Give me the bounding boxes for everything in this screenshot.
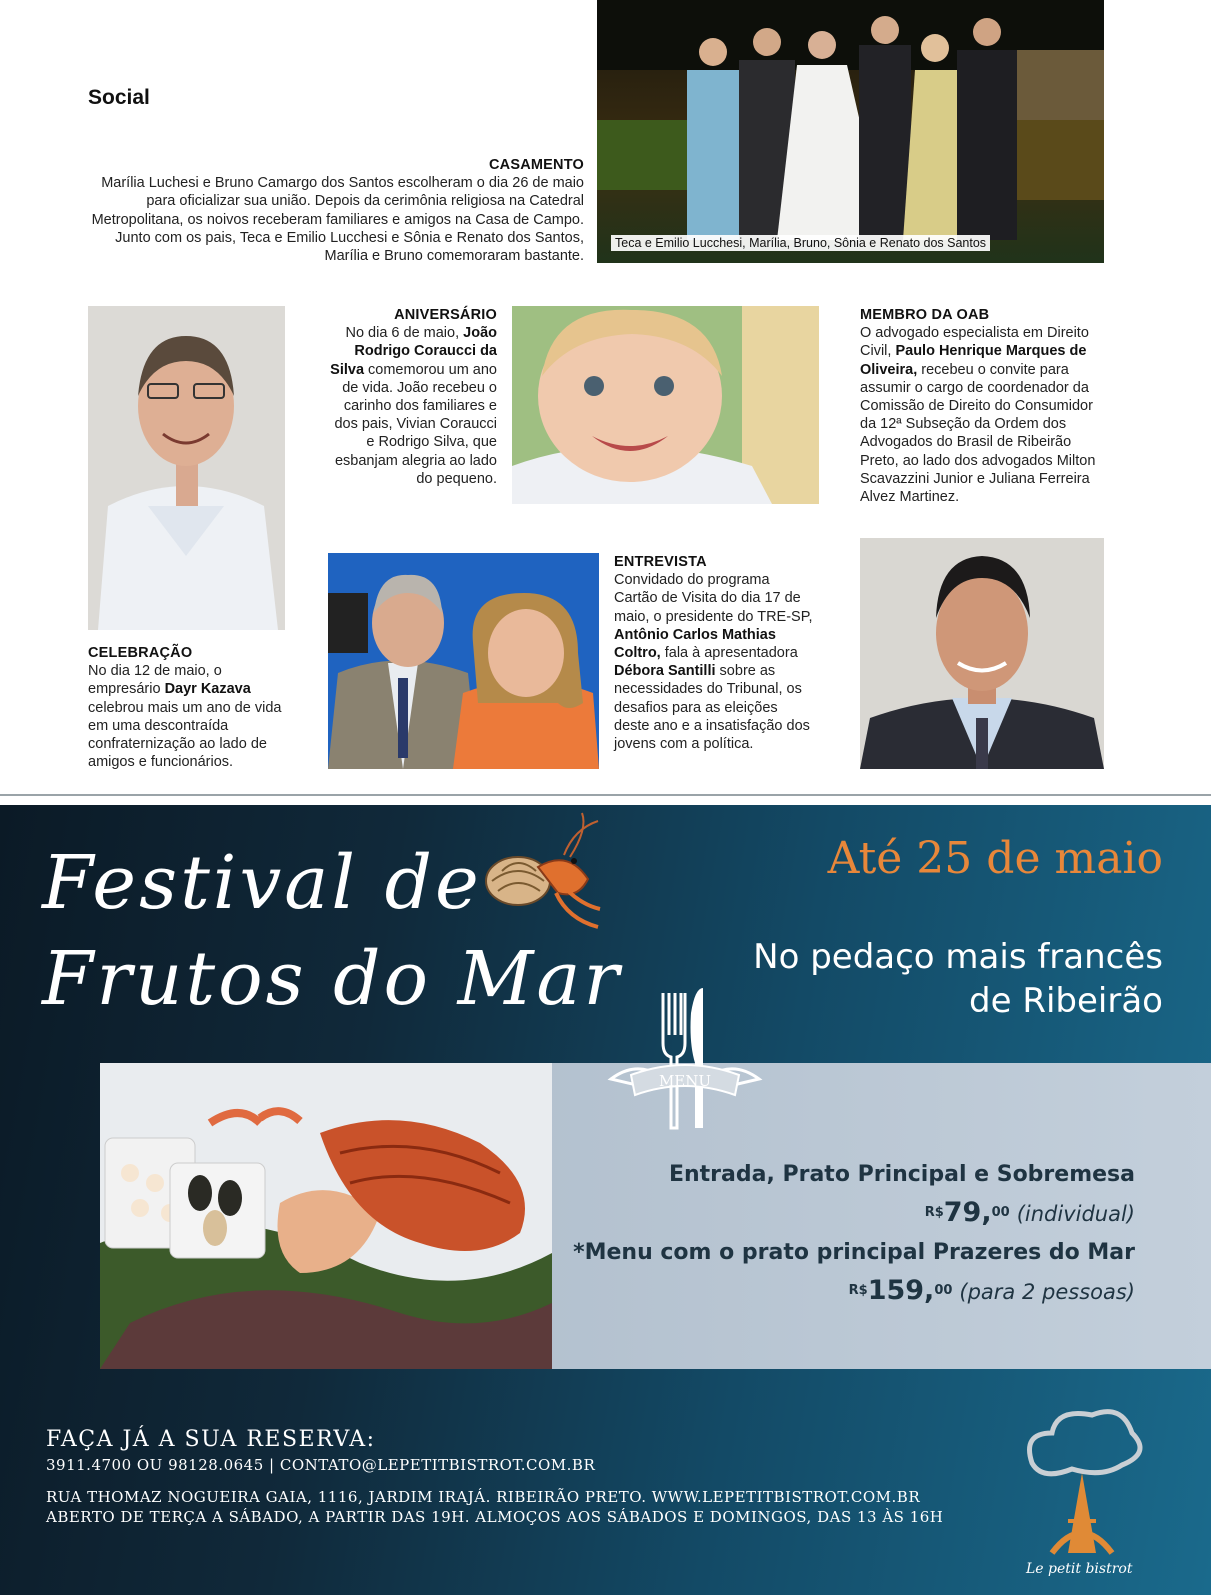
seafood-photo	[100, 1063, 552, 1369]
celebracao-block	[88, 644, 288, 771]
reserve-hours: ABERTO DE TERÇA A SÁBADO, A PARTIR DAS 19H. ALMOÇOS AOS SÁBADOS E DOMINGOS, DAS 13 ÀS 16H	[46, 1508, 944, 1526]
celebracao-heading: CELEBRAÇÃO	[88, 645, 193, 661]
price-1-value: 79,	[943, 1197, 992, 1228]
reserve-contact: 3911.4700 OU 98128.0645 | CONTATO@LEPETITBISTROT.COM.BR	[46, 1456, 596, 1474]
menu-line-1: Entrada, Prato Principal e Sobremesa	[668, 1162, 1135, 1187]
entrevista-text-1: Convidado do programa Cartão de Visita do dia 17 de maio, o presidente do TRE-SP,	[614, 572, 813, 625]
divider-line	[0, 794, 1211, 796]
menu-emblem-icon	[605, 983, 765, 1133]
ad-title-line2: Frutos do Mar	[42, 936, 622, 1022]
ad-date: Até 25 de maio	[827, 833, 1163, 884]
wedding-caption: Teca e Emilio Lucchesi, Marília, Bruno, Sônia e Renato dos Santos	[611, 235, 990, 251]
entrevista-name-1: Antônio Carlos Mathias Coltro,	[614, 626, 776, 662]
price-1-note: (individual)	[1016, 1202, 1135, 1226]
entrevista-text	[614, 571, 816, 753]
membro-oab-heading: MEMBRO DA OAB	[860, 307, 990, 323]
aniversario-name: João Rodrigo Coraucci da Silva	[330, 325, 497, 378]
price-2	[535, 1268, 1135, 1316]
bistrot-logo-icon	[1012, 1403, 1152, 1573]
celebracao-text-1: No dia 12 de maio, o empresário	[88, 663, 222, 698]
membro-oab-block	[860, 306, 1104, 506]
hermit-crab-icon	[478, 809, 606, 937]
baby-photo	[512, 306, 819, 504]
casamento-heading: CASAMENTO	[489, 157, 584, 173]
price-1-currency: R$	[924, 1205, 944, 1220]
wedding-photo	[597, 0, 1104, 263]
price-1	[535, 1190, 1135, 1238]
ad-subtitle-line1: No pedaço mais francês	[753, 937, 1163, 977]
membro-oab-text-2: recebeu o convite para assumir o cargo de coordenador da Comissão de Direito do Consumidor da 12ª Subseção da Ordem dos Advogados do Brasil de Ribeirão Preto, ao lado dos advogados Milton Scavazzini Junior e Juliana Ferreira Alvez Martinez.	[860, 361, 1096, 506]
membro-oab-text-1: O advogado especialista em Direito Civil,	[860, 325, 1089, 360]
entrevista-block	[614, 553, 816, 753]
aniversario-text-1: No dia 6 de maio,	[345, 325, 464, 342]
section-title: Social	[88, 86, 150, 109]
casamento-text: Marília Luchesi e Bruno Camargo dos Santos escolheram o dia 26 de maio para oficializar sua união. Depois da cerimônia religiosa na Catedral Metropolitana, os noivos receberam familiares e amigos na Casa de Campo. Junto com os pais, Teca e Emilio Lucchesi e Sônia e Renato dos Santos, Marília e Bruno comemoraram bastante.	[91, 175, 584, 265]
price-2-cents: 00	[934, 1283, 953, 1298]
menu-emblem-label: MENU	[658, 1072, 712, 1090]
reservation-info	[46, 1427, 943, 1526]
entrevista-heading: ENTREVISTA	[614, 554, 707, 570]
entrevista-text-3: sobre as necessidades do Tribunal, os desafios para as eleições deste ano e a insatisfação dos jovens com a política.	[614, 663, 810, 753]
restaurant-ad	[0, 805, 1211, 1595]
aniversario-text	[325, 324, 497, 488]
reserve-address: RUA THOMAZ NOGUEIRA GAIA, 1116, JARDIM IRAJÁ. RIBEIRÃO PRETO. WWW.LEPETITBISTROT.COM.BR	[46, 1488, 921, 1506]
price-2-value: 159,	[867, 1275, 935, 1306]
entrevista-name-2: Débora Santilli	[614, 663, 716, 680]
reserve-title: FAÇA JÁ A SUA RESERVA:	[46, 1427, 376, 1452]
aniversario-block	[325, 306, 497, 488]
menu-details	[535, 1160, 1135, 1316]
membro-oab-name: Paulo Henrique Marques de Oliveira,	[860, 343, 1087, 378]
ad-subtitle-line2: de Ribeirão	[969, 981, 1163, 1021]
interview-photo	[328, 553, 599, 769]
celebracao-text-2: celebrou mais um ano de vida em uma descontraída confraternização ao lado de amigos e funcionários.	[88, 699, 282, 771]
celebracao-name: Dayr Kazava	[164, 681, 251, 698]
entrevista-text-2: fala à apresentadora	[660, 645, 798, 662]
celebracao-text	[88, 662, 288, 771]
price-1-cents: 00	[991, 1205, 1010, 1220]
aniversario-text-2: comemorou um ano de vida. João recebeu o carinho dos familiares e dos pais, Vivian Coraucci e Rodrigo Silva, que esbanjam alegria ao lado do pequeno.	[334, 361, 497, 487]
celebration-photo	[88, 306, 285, 630]
casamento-block	[88, 156, 584, 265]
ad-title-line1: Festival de	[42, 840, 482, 926]
ad-subtitle	[703, 935, 1163, 1023]
menu-line-2: *Menu com o prato principal Prazeres do Mar	[573, 1240, 1135, 1265]
price-2-currency: R$	[848, 1283, 868, 1298]
bistrot-logo-text: Le petit bistrot	[1026, 1561, 1133, 1577]
lawyer-photo	[860, 538, 1104, 769]
price-2-note: (para 2 pessoas)	[959, 1280, 1135, 1304]
aniversario-heading: ANIVERSÁRIO	[394, 307, 497, 323]
membro-oab-text	[860, 324, 1104, 506]
